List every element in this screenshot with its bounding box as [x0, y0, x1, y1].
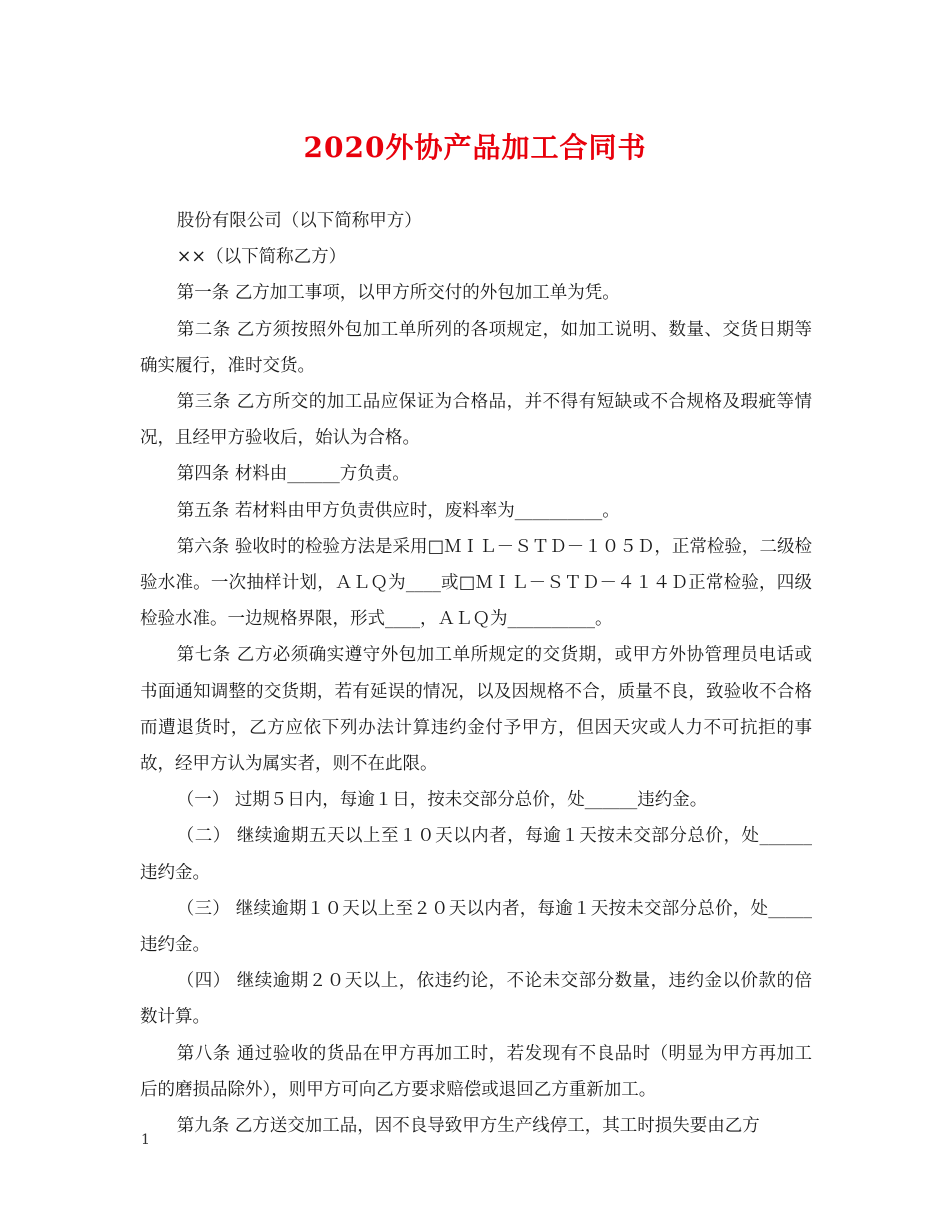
clause-1: （一） 过期５日内，每逾１日，按未交部分总价，处______违约金。	[176, 790, 708, 811]
article-9: 第九条 乙方送交加工品，因不良导致甲方生产线停工，其工时损失要由乙方	[176, 1116, 760, 1137]
article-2: 第二条 乙方须按照外包加工单所列的各项规定，如加工说明、数量、交货日期等确实履行，准时交货。	[140, 319, 812, 376]
document-title: 2020外协产品加工合同书	[303, 131, 647, 164]
article-1: 第一条 乙方加工事项，以甲方所交付的外包加工单为凭。	[176, 283, 620, 304]
article-5: 第五条 若材料由甲方负责供应时，废料率为__________。	[176, 500, 620, 521]
party-a-line: 股份有限公司（以下简称甲方）	[176, 211, 422, 231]
document-body	[140, 203, 812, 1144]
page-number: 1	[141, 1132, 150, 1148]
article-3: 第三条 乙方所交的加工品应保证为合格品，并不得有短缺或不合规格及瑕疵等情况，且经甲方验收后，始认为合格。	[140, 392, 812, 449]
article-7: 第七条 乙方必须确实遵守外包加工单所规定的交货期，或甲方外协管理员电话或书面通知调整的交货期，若有延误的情况，以及因规格不合，质量不良，致验收不合格而遭退货时，乙方应依下列办法计算违约金付予甲方，但因天灾或人力不可抗拒的事故，经甲方认为属实者，则不在此限。	[140, 645, 812, 775]
clause-3: （三） 继续逾期１０天以上至２０天以内者，每逾１天按未交部分总价，处_____违约金。	[140, 898, 812, 956]
article-6: 第六条 验收时的检验方法是采用□ＭＩＬ－ＳＴＤ－１０５Ｄ，正常检验，二级检验水准。一次抽样计划，ＡＬＱ为____或□ＭＩＬ－ＳＴＤ－４１４Ｄ正常检验，四级检验水准。一边规格界限，形式____，ＡＬＱ为__________。	[140, 536, 812, 630]
article-8: 第八条 通过验收的货品在甲方再加工时，若发现有不良品时（明显为甲方再加工后的磨损品除外），则甲方可向乙方要求赔偿或退回乙方重新加工。	[140, 1043, 812, 1100]
party-b-line: ××（以下简称乙方）	[176, 247, 347, 268]
clause-4: （四） 继续逾期２０天以上，依违约论，不论未交部分数量，违约金以价款的倍数计算。	[140, 971, 812, 1028]
clause-2: （二） 继续逾期五天以上至１０天以内者，每逾１天按未交部分总价，处______违约金。	[140, 826, 812, 883]
article-4: 第四条 材料由______方负责。	[176, 464, 410, 485]
